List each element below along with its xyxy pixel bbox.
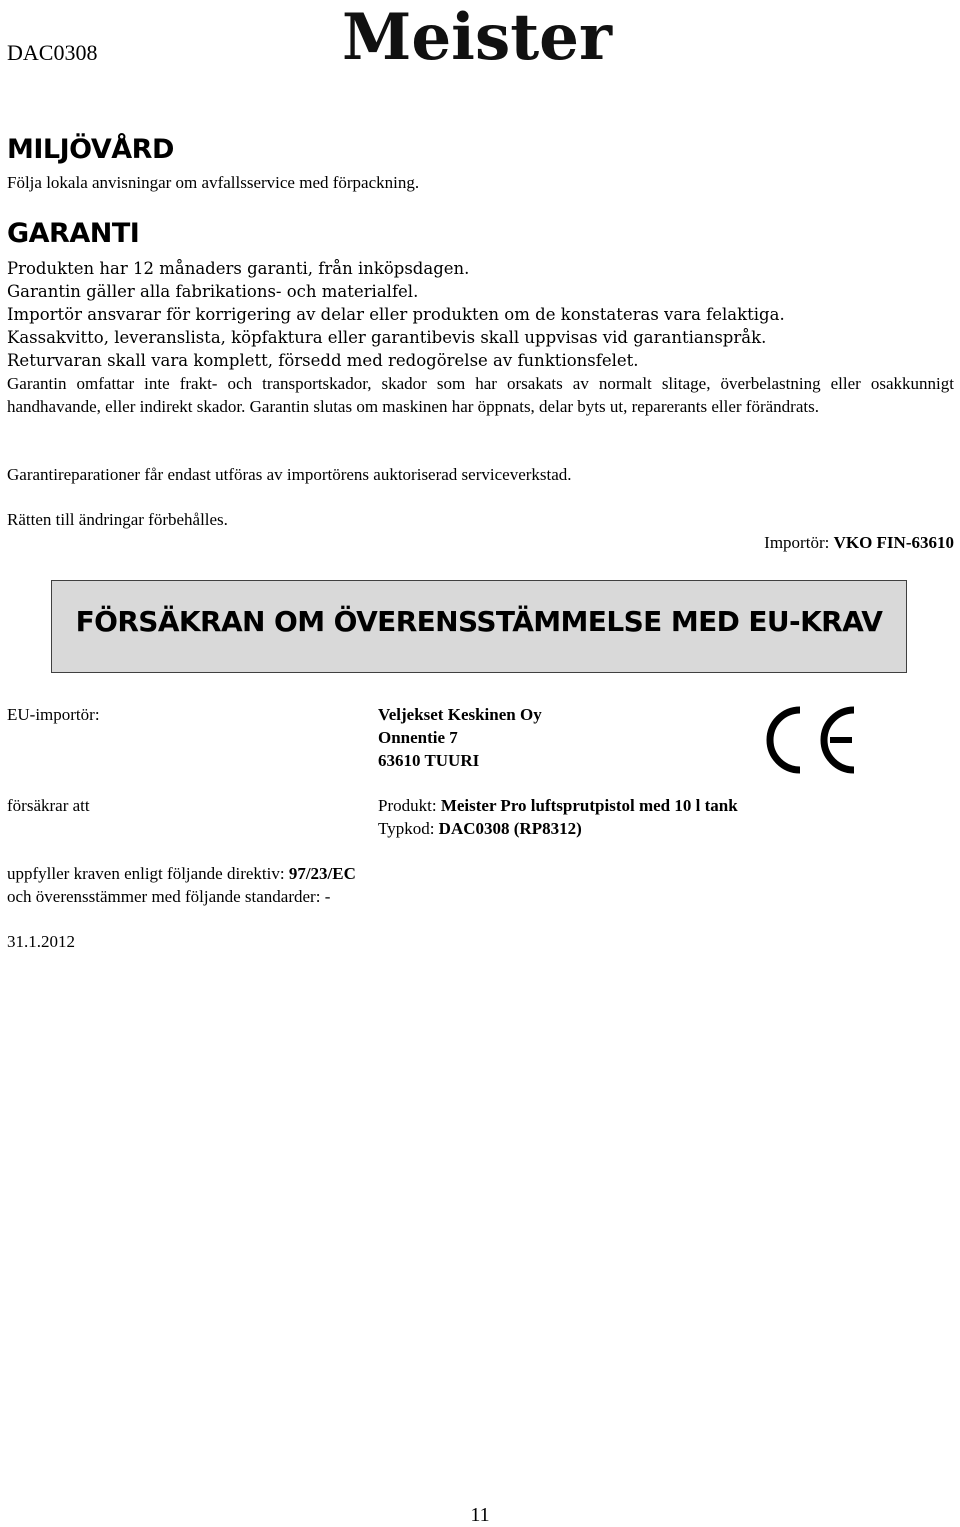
company-street: Onnentie 7 xyxy=(378,728,458,747)
warranty-title: GARANTI xyxy=(7,218,140,249)
page-number: 11 xyxy=(470,1504,490,1526)
meister-logo xyxy=(340,3,615,65)
environment-text: Följa lokala anvisningar om avfallsservice med förpackning. xyxy=(7,173,420,192)
declaration-header-box xyxy=(51,580,907,673)
ce-mark-icon xyxy=(766,706,860,774)
environment-title: MILJÖVÅRD xyxy=(7,134,174,165)
standards-line: och överensstämmer med följande standarder: - xyxy=(7,887,331,906)
declares-label: försäkrar att xyxy=(7,796,90,815)
product-value: Meister Pro luftsprutpistol med 10 l tank xyxy=(440,796,738,815)
company-postal: 63610 TUURI xyxy=(378,751,480,770)
directive-label: uppfyller kraven enligt följande direktiv: xyxy=(7,864,289,883)
eu-importer-label: EU-importör: xyxy=(7,705,100,724)
type-value: DAC0308 (RP8312) xyxy=(438,819,582,838)
importer-value: VKO FIN-63610 xyxy=(833,533,954,552)
importer-line xyxy=(764,531,954,554)
product-label: Produkt: xyxy=(378,796,441,815)
warranty-line: Importör ansvarar för korrigering av delar eller produkten om de konstateras vara felaktiga. xyxy=(7,305,785,324)
type-label: Typkod: xyxy=(378,819,439,838)
product-line xyxy=(378,794,738,817)
warranty-exclusions: Garantin omfattar inte frakt- och transportskador, skador som har orsakats av normalt slitage, överbelastning eller osakkunnigt handhavande, eller indirekt skador. Garantin slutas om maskinen har öppnats, delar byts ut, reparerants eller förändrats. xyxy=(7,374,954,416)
declaration-date: 31.1.2012 xyxy=(7,932,75,951)
warranty-rights: Rätten till ändringar förbehålles. xyxy=(7,510,228,529)
declaration-title: FÖRSÄKRAN OM ÖVERENSSTÄMMELSE MED EU-KRAV xyxy=(75,605,883,638)
warranty-repairs: Garantireparationer får endast utföras av importörens auktoriserad serviceverkstad. xyxy=(7,465,572,484)
warranty-line: Returvaran skall vara komplett, försedd med redogörelse av funktionsfelet. xyxy=(7,351,639,370)
warranty-line: Garantin gäller alla fabrikations- och materialfel. xyxy=(7,282,419,301)
importer-label: Importör: xyxy=(764,533,834,552)
warranty-line: Produkten har 12 månaders garanti, från inköpsdagen. xyxy=(7,259,470,278)
directive-line xyxy=(7,862,356,885)
document-code: DAC0308 xyxy=(7,40,98,65)
logo-text: Meister xyxy=(342,3,614,65)
company-name: Veljekset Keskinen Oy xyxy=(378,705,542,724)
type-line xyxy=(378,817,582,840)
warranty-line: Kassakvitto, leveranslista, köpfaktura eller garantibevis skall uppvisas vid garantianspråk. xyxy=(7,328,767,347)
directive-value: 97/23/EC xyxy=(288,864,356,883)
